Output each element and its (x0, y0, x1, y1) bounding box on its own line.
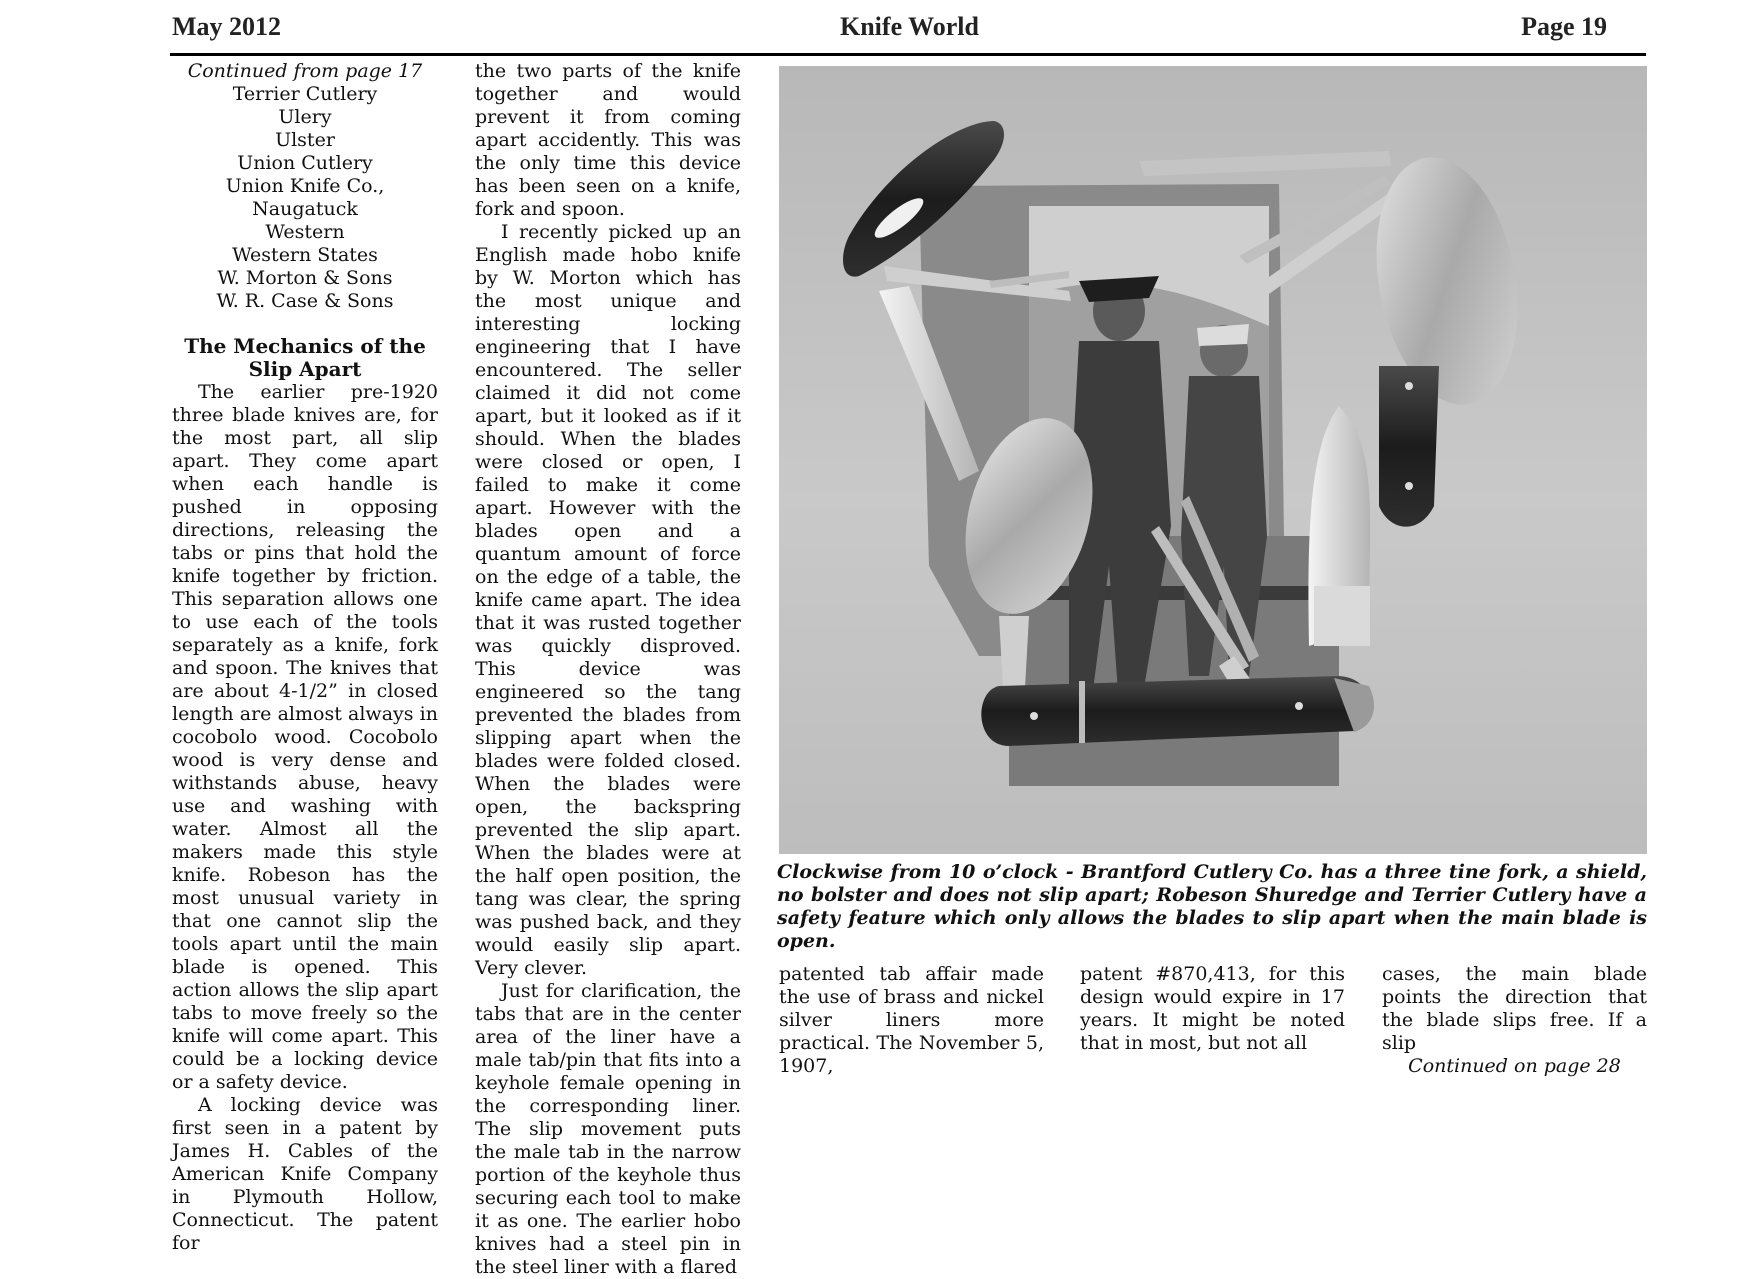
article-column-2 (475, 60, 741, 1278)
section-heading: The Mechanics of the Slip Apart (184, 334, 426, 381)
maker-list-item: Ulster (275, 129, 335, 151)
bottom-column-2 (1080, 963, 1345, 1055)
continued-from-note: Continued from page 17 (187, 60, 423, 82)
photo-caption: Clockwise from 10 o’clock - Brantford Cutlery Co. has a three tine fork, a shield, no bolster and does not slip apart; Robeson Shuredge and Terrier Cutlery have a safety feature which only allows the blades to slip apart when the main blade is open. (777, 861, 1647, 952)
right-blade (1308, 406, 1370, 646)
header-rule (170, 53, 1646, 56)
maker-list-item: Ulery (278, 106, 332, 128)
maker-list-item: Western States (232, 244, 378, 266)
header-publication: Knife World (840, 12, 979, 41)
body-paragraph: A locking device was first seen in a patent by James H. Cables of the American Knife Company in Plymouth Hollow, Connecticut. The patent for (172, 1094, 438, 1254)
body-paragraph: patent #870,413, for this design would expire in 17 years. It might be noted that in most, but not all (1080, 963, 1345, 1054)
maker-list-item: Terrier Cutlery (232, 83, 378, 105)
maker-list-item: W. R. Case & Sons (216, 290, 394, 312)
running-header (170, 0, 1609, 41)
body-paragraph: I recently picked up an English made hobo knife by W. Morton which has the most unique and interesting locking engineering that I have encountered. The seller claimed it did not come apart, but it looked as if it should. When the blades were closed or open, I failed to make it come apart. However with the blades open and a quantum amount of force on the edge of a table, the knife came apart. The idea that it was rusted together was quickly disproved. This device was engineered so the tang prevented the blades from slipping apart when the blades were folded closed. When the blades were open, the backspring prevented the slip apart. When the blades were at the half open position, the tang was clear, the spring was pushed back, and they would easily slip apart. Very clever. (475, 221, 741, 979)
maker-list-item: Union Cutlery (237, 152, 373, 174)
body-paragraph: Just for clarification, the tabs that are in the center area of the liner have a male tab/pin that fits into a keyhole female opening in the corresponding liner. The slip movement puts the male tab in the narrow portion of the keyhole thus securing each tool to make it as one. The earlier hobo knives had a steel pin in the steel liner with a flared (475, 980, 741, 1278)
maker-list-item: W. Morton & Sons (217, 267, 393, 289)
header-page-number: Page 19 (1521, 12, 1607, 41)
body-paragraph: The earlier pre-1920 three blade knives are, for the most part, all slip apart. They come apart when each handle is pushed in opposing directions, releasing the tabs or pins that hold the knife together by friction. This separation allows one to use each of the tools separately as a knife, fork and spoon. The knives that are about 4-1/2” in closed length are almost always in cocobolo wood. Cocobolo wood is very dense and withstands abuse, heavy use and washing with water. Almost all the makers made this style knife. Robeson has the most unusual variety in that one cannot slip the tools apart until the main blade is opened. This action allows the slip apart tabs to move freely so the knife will come apart. This could be a locking device or a safety device. (172, 381, 438, 1093)
knife-photograph-illustration (779, 66, 1647, 854)
maker-list-item: Western (265, 221, 345, 243)
bottom-column-3 (1382, 963, 1647, 1078)
knife-photograph (779, 66, 1647, 854)
maker-list (172, 83, 438, 313)
right-spoon (1358, 146, 1535, 527)
article-column-1 (172, 60, 438, 1254)
body-paragraph: patented tab affair made the use of brass and nickel silver liners more practical. The November 5, 1907, (779, 963, 1044, 1077)
continued-on-note: Continued on page 28 (1408, 1055, 1621, 1077)
bottom-column-1 (779, 963, 1044, 1078)
header-date: May 2012 (172, 12, 282, 41)
maker-list-item: Naugatuck (252, 198, 358, 220)
maker-list-item: Union Knife Co., (225, 175, 385, 197)
body-paragraph: cases, the main blade points the direction that the blade slips free. If a slip (1382, 963, 1647, 1054)
body-paragraph: the two parts of the knife together and would prevent it from coming apart accidently. This was the only time this device has been seen on a knife, fork and spoon. (475, 60, 741, 220)
